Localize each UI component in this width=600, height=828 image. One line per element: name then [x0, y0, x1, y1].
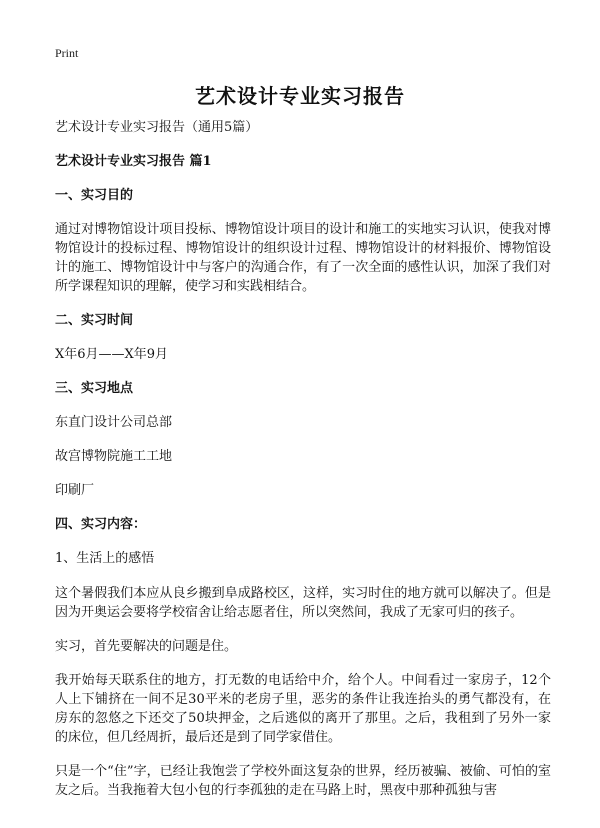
- article-heading: 艺术设计专业实习报告 篇1: [55, 154, 212, 169]
- location-item: 印刷厂: [55, 483, 95, 498]
- section-body-time: X年6月——X年9月: [55, 347, 169, 362]
- section-subheading-life: 1、生活上的感悟: [55, 551, 155, 566]
- section-heading-location: 三、实习地点: [55, 381, 134, 396]
- content-paragraph: 实习，首先要解决的问题是住。: [55, 639, 238, 654]
- document-title: 艺术设计专业实习报告: [195, 84, 405, 108]
- content-paragraph: 只是一个“住”字，已经让我饱尝了学校外面这复杂的世界，经历被骗、被偷、可怕的室友之后。当我拖着大包小包的行李孤独的走在马路上时，黑夜中那种孤独与害: [55, 764, 551, 798]
- print-link[interactable]: Print: [55, 46, 79, 60]
- section-heading-time: 二、实习时间: [55, 313, 134, 328]
- document-subtitle: 艺术设计专业实习报告（通用5篇）: [55, 120, 259, 135]
- content-paragraph: 我开始每天联系住的地方，打无数的电话给中介，给个人。中间看过一家房子，12个人上下铺挤在一间不足30平米的老房子里，恶劣的条件让我连抬头的勇气都没有，在房东的忽悠之下还交了50块押金，之后逃似的离开了那里。之后，我租到了另外一家的床位，但几经周折，最后还是到了同学家借住。: [55, 673, 551, 745]
- location-item: 故宫博物院施工工地: [55, 449, 173, 464]
- content-paragraph: 这个暑假我们本应从良乡搬到阜成路校区，这样，实习时住的地方就可以解决了。但是因为开奥运会要将学校宿舍让给志愿者住，所以突然间，我成了无家可归的孩子。: [55, 586, 551, 620]
- section-body-purpose: 通过对博物馆设计项目投标、博物馆设计项目的设计和施工的实地实习认识，使我对博物馆设计的投标过程、博物馆设计的组织设计过程、博物馆设计的材料报价、博物馆设计的施工、博物馆设计中与客户的沟通合作，有了一次全面的感性认识，加深了我们对所学课程知识的理解，使学习和实践相结合。: [55, 222, 551, 294]
- document-body: [55, 118, 551, 815]
- location-item: 东直门设计公司总部: [55, 415, 173, 430]
- section-heading-content: 四、实习内容：: [55, 517, 147, 532]
- section-heading-purpose: 一、实习目的: [55, 188, 134, 203]
